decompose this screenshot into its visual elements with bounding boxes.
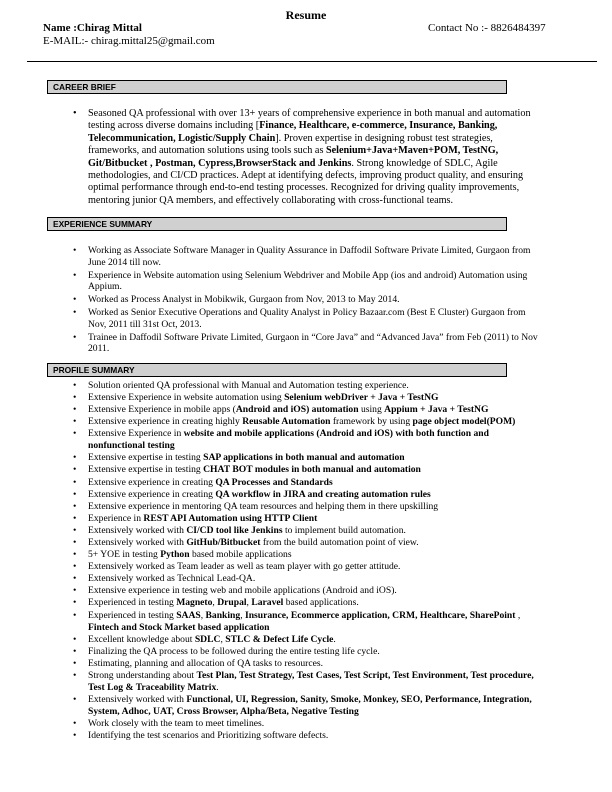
bold-text: REST API Automation using HTTP Client	[143, 512, 318, 524]
profile-summary-list	[73, 380, 543, 743]
bold-text: website and mobile applications (Android and iOS) with both function and nonfunctional testing	[88, 428, 489, 452]
text: Work closely with the team to meet timelines.	[88, 718, 265, 730]
text: Strong understanding about	[88, 670, 197, 681]
list-item	[73, 646, 543, 658]
list-item	[73, 610, 543, 634]
bold-text: Drupal	[217, 597, 247, 609]
text: Experienced in testing	[88, 597, 177, 609]
list-item	[73, 108, 543, 207]
text: Extensive Experience in	[88, 428, 184, 440]
list-item	[73, 670, 543, 694]
experience-summary-list	[73, 245, 543, 355]
bold-text: QA Processes and Standards	[215, 476, 333, 488]
list-item	[73, 307, 543, 330]
bold-text: Banking	[205, 609, 241, 621]
list-item	[73, 549, 543, 561]
text: Extensively worked with	[88, 536, 187, 548]
bold-text: CI/CD tool like Jenkins	[186, 524, 283, 536]
text: Extensive experience in mentoring QA team resources and helping them in there upskilling	[88, 500, 439, 512]
bold-text: Python	[160, 549, 190, 561]
text: Seasoned QA professional with over 13+ years of comprehensive experience in both manual and automation testing across diverse domains including [	[88, 108, 531, 132]
list-item	[73, 404, 543, 416]
text: Extensively worked as Team leader as well as team player with go getter attitude.	[88, 561, 401, 573]
experience-summary-heading: EXPERIENCE SUMMARY	[47, 217, 507, 231]
list-item	[73, 561, 543, 573]
text: Solution oriented QA professional with Manual and Automation testing experience.	[88, 379, 409, 391]
text: Finalizing the QA process to be followed during the entire testing life cycle.	[88, 645, 380, 657]
text: Extensively worked with	[88, 694, 187, 706]
text: Extensive experience in creating	[88, 488, 216, 500]
text: framework by using	[330, 416, 413, 428]
text: .	[216, 682, 219, 694]
list-item	[73, 597, 543, 609]
bold-text: QA workflow in JIRA and creating automation rules	[215, 488, 431, 500]
text: Extensive experience in creating highly	[88, 416, 243, 428]
list-item	[73, 730, 543, 742]
email-address: E-MAIL:- chirag.mittal25@gmail.com	[43, 35, 215, 47]
contact-number: Contact No :- 8826484397	[428, 22, 546, 34]
bold-text: GitHub/Bitbucket	[186, 536, 261, 548]
text: Experience in	[88, 512, 144, 524]
list-item	[73, 585, 543, 597]
career-brief-heading: CAREER BRIEF	[47, 80, 507, 94]
text: Extensive Experience in website automation using	[88, 391, 285, 403]
list-item	[73, 428, 543, 452]
text: Identifying the test scenarios and Prioritizing software defects.	[88, 730, 329, 742]
bold-text: SAP applications in both manual and automation	[203, 452, 405, 464]
list-item	[73, 416, 543, 428]
list-item	[73, 294, 543, 306]
list-item	[73, 245, 543, 268]
bold-text: Selenium webDriver + Java + TestNG	[284, 391, 439, 403]
list-item	[73, 501, 543, 513]
text: ,	[220, 633, 226, 645]
profile-summary-heading: PROFILE SUMMARY	[47, 363, 507, 377]
text: Worked as Senior Executive Operations and Quality Analyst in Policy Bazaar.com (Best E Cluster) Gurgaon from Nov, 2011 till 31st Oct, 2013.	[88, 307, 526, 330]
bold-text: Magneto	[176, 597, 213, 609]
text: Working as Associate Software Manager in Quality Assurance in Daffodil Software Private Limited, Gurgaon from June 2014 till now.	[88, 245, 531, 268]
text: ,	[246, 597, 252, 609]
text: Experience in Website automation using Selenium Webdriver and Mobile App (ios and android) Automation using Appium.	[88, 269, 528, 293]
text: .	[333, 633, 336, 645]
bold-text: Reusable Automation	[242, 416, 331, 428]
list-item	[73, 573, 543, 585]
bold-text: STLC & Defect Life Cycle	[225, 633, 334, 645]
bold-text: Insurance, Ecommerce application, CRM, Healthcare, SharePoint	[244, 609, 516, 621]
candidate-name: Name :Chirag Mittal	[43, 22, 142, 34]
text: based applications.	[283, 597, 359, 609]
list-item	[73, 464, 543, 476]
text: Extensive expertise in testing	[88, 464, 204, 476]
list-item	[73, 694, 543, 718]
text: Experienced in testing	[88, 609, 177, 621]
bold-text: Appium + Java + TestNG	[384, 403, 489, 415]
header-divider	[27, 61, 597, 62]
text: Extensively worked as Technical Lead-QA.	[88, 573, 256, 585]
bold-text: Selenium+Java+Maven+POM, TestNG, Git/Bitbucket , Postman, Cypress,BrowserStack and Jenkins	[88, 145, 499, 169]
list-item	[73, 513, 543, 525]
bold-text: CHAT BOT modules in both manual and automation	[203, 464, 421, 476]
bold-text: SDLC	[194, 633, 221, 645]
bold-text: Fintech and Stock Market based application	[88, 621, 270, 633]
text: Excellent knowledge about	[88, 633, 195, 645]
bold-text: page object model(POM)	[412, 416, 516, 428]
text: ,	[240, 609, 245, 621]
list-item	[73, 380, 543, 392]
text: . Strong knowledge of SDLC, Agile methodologies, and CI/CD practices. Adept at identifying defects, improving product quality, and ensuring optimal performance through end-to-end testing processes. Recognized for driving quality improvements, mentoring junior QA members, and effectively collaborating with cross-functional teams.	[88, 157, 524, 206]
text: ,	[200, 609, 206, 621]
text: Extensive expertise in testing	[88, 452, 204, 464]
bold-text: Laravel	[251, 597, 284, 609]
text: ]. Proven expertise in designing robust test strategies, frameworks, and automation solutions using tools such as	[88, 132, 493, 157]
bold-text: Test Plan, Test Strategy, Test Cases, Test Script, Test Environment, Test procedure, Test Log & Traceability Matrix	[88, 670, 534, 694]
text: 5+ YOE in testing	[88, 549, 161, 561]
text: Extensively worked with	[88, 524, 187, 536]
list-item	[73, 537, 543, 549]
list-item	[73, 392, 543, 404]
list-item	[73, 718, 543, 730]
text: Extensive Experience in mobile apps (	[88, 403, 236, 415]
list-item	[73, 525, 543, 537]
list-item	[73, 270, 543, 293]
text: Extensive experience in creating	[88, 476, 216, 488]
resume-body	[0, 80, 612, 753]
list-item	[73, 658, 543, 670]
text: Trainee in Daffodil Software Private Limited, Gurgaon in “Core Java” and “Advanced Java” from Feb (2011) to Nov 2011.	[88, 331, 538, 355]
list-item	[73, 477, 543, 489]
document-title: Resume	[285, 8, 327, 22]
text: based mobile applications	[189, 549, 292, 561]
list-item	[73, 634, 543, 646]
career-brief-list	[73, 108, 543, 207]
bold-text: Finance, Healthcare, e-commerce, Insurance, Banking, Telecommunication, Logistic/Supply Chain	[88, 120, 498, 144]
text: ,	[212, 597, 218, 609]
text: Worked as Process Analyst in Mobikwik, Gurgaon from Nov, 2013 to May 2014.	[88, 294, 400, 306]
bold-text: SAAS	[176, 609, 201, 621]
text: Estimating, planning and allocation of QA tasks to resources.	[88, 657, 323, 669]
text: to implement build automation.	[282, 524, 406, 536]
text: from the build automation point of view.	[260, 536, 419, 548]
text: using	[358, 403, 385, 415]
bold-text: Functional, UI, Regression, Sanity, Smoke, Monkey, SEO, Performance, Integration, System, Adhoc, UAT, Cross Browser, Alpha/Beta, Negative Testing	[88, 694, 532, 718]
text: ,	[515, 609, 521, 621]
list-item	[73, 452, 543, 464]
list-item	[73, 332, 543, 355]
list-item	[73, 489, 543, 501]
bold-text: Android and iOS) automation	[235, 403, 359, 415]
text: Extensive experience in testing web and mobile applications (Android and iOS).	[88, 585, 397, 597]
